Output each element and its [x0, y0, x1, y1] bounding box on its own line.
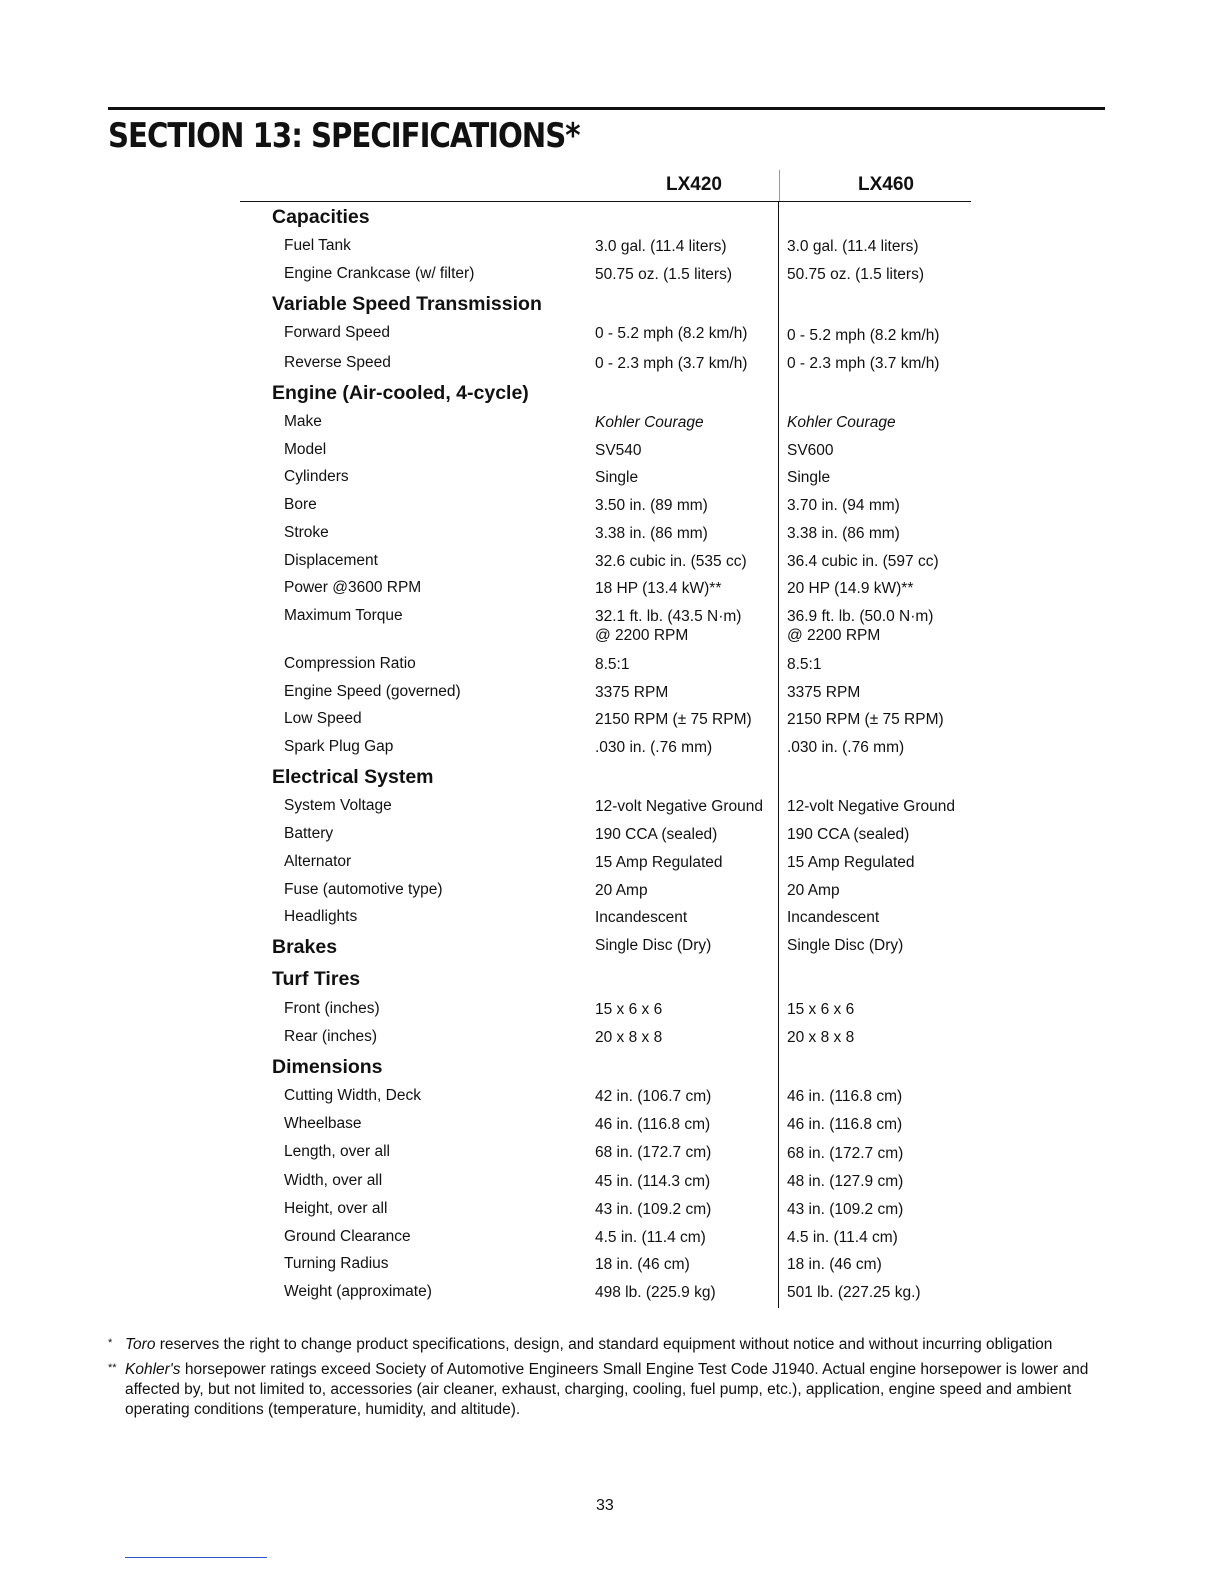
spec-label: Ground Clearance: [284, 1228, 411, 1245]
spec-value-lx460: 3375 RPM: [787, 684, 861, 701]
spec-value-lx460: Kohler Courage: [787, 414, 896, 431]
spec-value-lx420: 43 in. (109.2 cm): [595, 1201, 712, 1218]
spec-value-lx460: 12-volt Negative Ground: [787, 798, 956, 815]
spec-value-lx460: 501 lb. (227.25 kg.): [787, 1284, 921, 1301]
spec-value-lx420: 32.6 cubic in. (535 cc): [595, 553, 747, 570]
spec-label: Rear (inches): [284, 1028, 378, 1045]
spec-label: Compression Ratio: [284, 655, 416, 672]
spec-value-lx420: 45 in. (114.3 cm): [595, 1173, 711, 1190]
spec-value-lx420: 68 in. (172.7 cm): [595, 1144, 712, 1161]
spec-label: Model: [284, 441, 327, 458]
spec-value-lx460: .030 in. (.76 mm): [787, 739, 905, 756]
section-heading: Turf Tires: [272, 968, 361, 990]
spec-value-lx460: 46 in. (116.8 cm): [787, 1088, 903, 1105]
spec-value-lx420: 12-volt Negative Ground: [595, 798, 764, 815]
section-heading: Dimensions: [272, 1056, 383, 1078]
spec-value-lx420: 2150 RPM (± 75 RPM): [595, 711, 752, 728]
spec-value-lx420: 42 in. (106.7 cm): [595, 1088, 712, 1105]
spec-label: Displacement: [284, 552, 378, 569]
header-rule: [240, 201, 971, 202]
spec-value-lx420: Kohler Courage: [595, 414, 704, 431]
spec-value-lx460: Single Disc (Dry): [787, 937, 904, 954]
spec-value-lx460: 20 x 8 x 8: [787, 1029, 855, 1046]
footnote-brand: Kohler's: [125, 1361, 181, 1378]
spec-value-lx420: 15 x 6 x 6: [595, 1001, 663, 1018]
page-title: SECTION 13: SPECIFICATIONS*: [108, 116, 580, 156]
footer-link-rule: [125, 1557, 267, 1558]
spec-label: Forward Speed: [284, 324, 390, 341]
spec-value-lx420: 3.50 in. (89 mm): [595, 497, 708, 514]
spec-value-lx420: 50.75 oz. (1.5 liters): [595, 266, 732, 283]
spec-label: Width, over all: [284, 1172, 383, 1189]
spec-value-lx460: 50.75 oz. (1.5 liters): [787, 266, 924, 283]
spec-value-lx420: 0 - 5.2 mph (8.2 km/h): [595, 325, 748, 342]
footnote-text: reserves the right to change product specifications, design, and standard equipment without notice and without incurring obligation: [155, 1336, 1053, 1353]
spec-label: Low Speed: [284, 710, 362, 727]
spec-value-lx460: 36.4 cubic in. (597 cc): [787, 553, 939, 570]
spec-label: Bore: [284, 496, 317, 513]
spec-value-lx460: 18 in. (46 cm): [787, 1256, 882, 1273]
spec-value-lx460: 46 in. (116.8 cm): [787, 1116, 903, 1133]
top-rule: [108, 107, 1105, 110]
column-divider-top: [779, 170, 780, 202]
spec-label: Power @3600 RPM: [284, 579, 422, 596]
spec-value-lx420: 20 x 8 x 8: [595, 1029, 663, 1046]
spec-label: Reverse Speed: [284, 354, 391, 371]
spec-value-lx420: 190 CCA (sealed): [595, 826, 718, 843]
footnote-mark: *: [108, 1337, 113, 1349]
spec-value-lx460: 15 x 6 x 6: [787, 1001, 855, 1018]
spec-value-lx460: SV600: [787, 442, 834, 459]
spec-value-lx460: 43 in. (109.2 cm): [787, 1201, 904, 1218]
spec-value-lx460: 190 CCA (sealed): [787, 826, 910, 843]
spec-value-lx460: 68 in. (172.7 cm): [787, 1145, 904, 1162]
spec-value-lx460: 3.0 gal. (11.4 liters): [787, 238, 919, 255]
section-heading: Capacities: [272, 206, 370, 228]
spec-value-lx460: 3.38 in. (86 mm): [787, 525, 900, 542]
spec-label: Battery: [284, 825, 334, 842]
spec-value-lx420: 18 HP (13.4 kW)**: [595, 580, 722, 597]
footnote-text: horsepower ratings exceed Society of Automotive Engineers Small Engine Test Code J1940. Actual engine horsepower is lower and affected by, but not limited to, accessories (air cleaner, exhaust, charging, cooling, fuel pump, etc.), application, engine speed and ambient operating conditions (temperature, humidity, and altitude).: [125, 1361, 1089, 1418]
spec-value-lx420: 15 Amp Regulated: [595, 854, 723, 871]
spec-label: Front (inches): [284, 1000, 380, 1017]
spec-value-lx460: 3.70 in. (94 mm): [787, 497, 900, 514]
spec-value-lx420: 4.5 in. (11.4 cm): [595, 1229, 706, 1246]
spec-label: Alternator: [284, 853, 352, 870]
spec-label: Cutting Width, Deck: [284, 1087, 421, 1104]
spec-value-lx460: 48 in. (127.9 cm): [787, 1173, 904, 1190]
spec-label: Length, over all: [284, 1143, 390, 1160]
column-header-lx460: LX460: [858, 174, 914, 195]
spec-value-lx420: 8.5:1: [595, 656, 630, 673]
section-heading: Engine (Air-cooled, 4-cycle): [272, 382, 529, 404]
spec-value-lx460: 2150 RPM (± 75 RPM): [787, 711, 944, 728]
footnote: [108, 1335, 1108, 1355]
spec-label: Engine Crankcase (w/ filter): [284, 265, 475, 282]
spec-value-lx420: Single: [595, 469, 639, 486]
spec-value-lx460: 15 Amp Regulated: [787, 854, 915, 871]
section-heading: Electrical System: [272, 766, 434, 788]
spec-value-lx420: Incandescent: [595, 909, 688, 926]
spec-value-lx460: 4.5 in. (11.4 cm): [787, 1229, 898, 1246]
spec-label: Cylinders: [284, 468, 349, 485]
spec-value-lx460: Single: [787, 469, 831, 486]
spec-value-lx460: 20 HP (14.9 kW)**: [787, 580, 914, 597]
spec-value-lx420: SV540: [595, 442, 642, 459]
section-heading: Brakes: [272, 936, 338, 958]
spec-value-lx460-line2: @ 2200 RPM: [787, 627, 881, 644]
spec-value-lx460: 0 - 5.2 mph (8.2 km/h): [787, 327, 940, 344]
spec-label: System Voltage: [284, 797, 392, 814]
spec-value-lx420: Single Disc (Dry): [595, 937, 712, 954]
spec-label: Fuel Tank: [284, 237, 351, 254]
footnote: [108, 1360, 1108, 1420]
footnote-brand: Toro: [125, 1336, 156, 1353]
spec-label: Stroke: [284, 524, 329, 541]
spec-value-lx420: 32.1 ft. lb. (43.5 N·m): [595, 608, 742, 625]
spec-value-lx420: 0 - 2.3 mph (3.7 km/h): [595, 355, 748, 372]
column-header-lx420: LX420: [666, 174, 722, 195]
spec-label: Maximum Torque: [284, 607, 403, 624]
spec-label: Spark Plug Gap: [284, 738, 394, 755]
spec-label: Turning Radius: [284, 1255, 389, 1272]
spec-value-lx460: 0 - 2.3 mph (3.7 km/h): [787, 355, 940, 372]
spec-label: Wheelbase: [284, 1115, 362, 1132]
spec-value-lx420: 3.0 gal. (11.4 liters): [595, 238, 727, 255]
footnote-mark: **: [108, 1362, 117, 1374]
spec-label: Headlights: [284, 908, 358, 925]
spec-value-lx460: 20 Amp: [787, 882, 840, 899]
column-divider: [778, 202, 779, 1308]
spec-value-lx420-line2: @ 2200 RPM: [595, 627, 689, 644]
spec-value-lx460: Incandescent: [787, 909, 880, 926]
spec-value-lx420: 3375 RPM: [595, 684, 669, 701]
spec-label: Make: [284, 413, 322, 430]
spec-value-lx420: 3.38 in. (86 mm): [595, 525, 708, 542]
spec-value-lx420: 498 lb. (225.9 kg): [595, 1284, 716, 1301]
spec-value-lx420: 46 in. (116.8 cm): [595, 1116, 711, 1133]
spec-label: Height, over all: [284, 1200, 388, 1217]
spec-label: Weight (approximate): [284, 1283, 432, 1300]
spec-label: Fuse (automotive type): [284, 881, 443, 898]
spec-label: Engine Speed (governed): [284, 683, 461, 700]
spec-value-lx420: 18 in. (46 cm): [595, 1256, 690, 1273]
page-number: 33: [596, 1497, 614, 1514]
spec-value-lx420: 20 Amp: [595, 882, 648, 899]
section-heading: Variable Speed Transmission: [272, 293, 542, 315]
spec-value-lx460: 8.5:1: [787, 656, 822, 673]
spec-value-lx460: 36.9 ft. lb. (50.0 N·m): [787, 608, 934, 625]
spec-value-lx420: .030 in. (.76 mm): [595, 739, 713, 756]
